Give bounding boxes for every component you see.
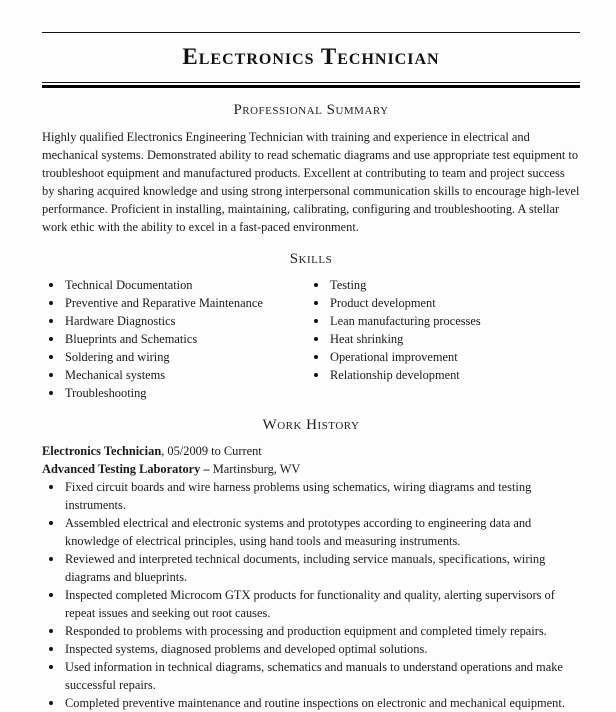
skill-item: Soldering and wiring: [42, 348, 312, 366]
duty-item: Inspected systems, diagnosed problems and developed optimal solutions.: [42, 640, 580, 658]
title-divider-thick: [42, 85, 580, 88]
skill-item: Hardware Diagnostics: [42, 312, 312, 330]
duty-item: Fixed circuit boards and wire harness problems using schematics, wiring diagrams and testing instruments.: [42, 478, 580, 514]
duty-item: Used information in technical diagrams, schematics and manuals to understand operations and make successful repairs.: [42, 658, 580, 694]
top-divider: [42, 32, 580, 33]
job-title: Electronics Technician: [42, 444, 162, 458]
duty-item: Completed preventive maintenance and routine inspections on electronic and mechanical equipment.: [42, 694, 580, 712]
job-company: Advanced Testing Laboratory: [42, 462, 201, 476]
work-history-heading: Work History: [262, 417, 360, 433]
skill-item: Product development: [307, 294, 577, 312]
skill-item: Preventive and Reparative Maintenance: [42, 294, 312, 312]
job-duties-list: [42, 478, 580, 712]
skill-item: Lean manufacturing processes: [307, 312, 577, 330]
skill-item: Troubleshooting: [42, 384, 312, 402]
duty-item: Reviewed and interpreted technical documents, including service manuals, specifications, wiring diagrams and blueprints.: [42, 550, 580, 586]
skill-item: Relationship development: [307, 366, 577, 384]
skill-item: Mechanical systems: [42, 366, 312, 384]
skills-list-left: [42, 276, 312, 402]
duty-item: Responded to problems with processing and production equipment and completed timely repairs.: [42, 622, 580, 640]
job-separator: –: [200, 462, 213, 476]
job-title-line: [42, 442, 580, 460]
professional-summary-heading: Professional Summary: [233, 102, 389, 118]
job-location: Martinsburg, WV: [212, 462, 301, 476]
job-dates: , 05/2009 to Current: [161, 444, 262, 458]
skill-item: Heat shrinking: [307, 330, 577, 348]
skills-list-right: [307, 276, 577, 384]
resume-title: Electronics Technician: [182, 44, 440, 69]
professional-summary-text: Highly qualified Electronics Engineering Technician with training and experience in electrical and mechanical systems. Demonstrated ability to read schematic diagrams and use appropriate test equipment to troubleshoot equipment and manufactured products. Excellent at contributing to team and project success by sharing acquired knowledge and using strong interpersonal communication skills to encourage high-level performance. Proficient in installing, maintaining, calibrating, configuring and troubleshooting. A stellar work ethic with the ability to excel in a fast-paced environment.: [42, 130, 580, 234]
skill-item: Operational improvement: [307, 348, 577, 366]
job-company-line: [42, 460, 580, 478]
skills-heading: Skills: [289, 251, 333, 267]
skill-item: Testing: [307, 276, 577, 294]
duty-item: Assembled electrical and electronic systems and prototypes according to engineering data and knowledge of electrical principles, using hand tools and measuring instruments.: [42, 514, 580, 550]
title-divider-thin: [42, 82, 580, 83]
duty-item: Inspected completed Microcom GTX products for functionality and quality, alerting supervisors of repeat issues and seeking out root causes.: [42, 586, 580, 622]
skill-item: Technical Documentation: [42, 276, 312, 294]
skill-item: Blueprints and Schematics: [42, 330, 312, 348]
